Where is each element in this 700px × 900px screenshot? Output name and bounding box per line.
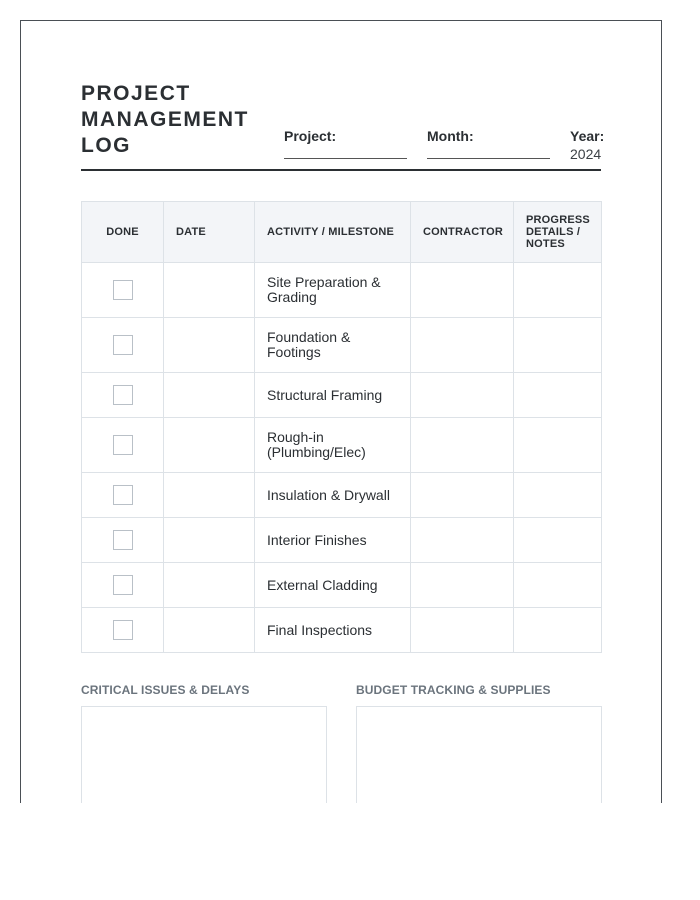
activity-cell: Site Preparation & Grading bbox=[255, 263, 411, 318]
activity-cell: Structural Framing bbox=[255, 373, 411, 418]
col-header-contractor: CONTRACTOR bbox=[411, 202, 514, 263]
table-row bbox=[82, 318, 602, 373]
contractor-cell[interactable] bbox=[411, 518, 514, 563]
issues-notes-box[interactable] bbox=[81, 706, 327, 803]
budget-section-title: BUDGET TRACKING & SUPPLIES bbox=[356, 683, 551, 697]
done-cell bbox=[82, 418, 164, 473]
year-field bbox=[570, 128, 604, 162]
done-checkbox[interactable] bbox=[113, 385, 133, 405]
notes-cell[interactable] bbox=[514, 373, 602, 418]
contractor-cell[interactable] bbox=[411, 418, 514, 473]
page-title bbox=[81, 81, 281, 159]
contractor-cell[interactable] bbox=[411, 373, 514, 418]
log-table bbox=[81, 201, 602, 653]
done-checkbox[interactable] bbox=[113, 530, 133, 550]
done-checkbox[interactable] bbox=[113, 620, 133, 640]
done-checkbox[interactable] bbox=[113, 575, 133, 595]
date-cell[interactable] bbox=[164, 418, 255, 473]
notes-cell[interactable] bbox=[514, 418, 602, 473]
log-sheet bbox=[20, 20, 662, 803]
contractor-cell[interactable] bbox=[411, 563, 514, 608]
date-cell[interactable] bbox=[164, 473, 255, 518]
project-blank-line[interactable] bbox=[284, 158, 407, 159]
notes-cell[interactable] bbox=[514, 318, 602, 373]
year-label: Year: bbox=[570, 128, 605, 144]
activity-cell: Insulation & Drywall bbox=[255, 473, 411, 518]
done-cell bbox=[82, 563, 164, 608]
col-header-progress: PROGRESS DETAILS / NOTES bbox=[514, 202, 602, 263]
col-header-activity: ACTIVITY / MILESTONE bbox=[255, 202, 411, 263]
done-checkbox[interactable] bbox=[113, 485, 133, 505]
table-row bbox=[82, 473, 602, 518]
date-cell[interactable] bbox=[164, 518, 255, 563]
month-label: Month: bbox=[427, 128, 474, 144]
year-value: 2024 bbox=[570, 146, 602, 162]
month-field[interactable] bbox=[427, 128, 474, 144]
project-label: Project: bbox=[284, 128, 337, 144]
table-row bbox=[82, 263, 602, 318]
activity-cell: External Cladding bbox=[255, 563, 411, 608]
date-cell[interactable] bbox=[164, 263, 255, 318]
title-line: PROJECT bbox=[81, 82, 191, 105]
budget-notes-box[interactable] bbox=[356, 706, 602, 803]
activity-cell: Foundation & Footings bbox=[255, 318, 411, 373]
contractor-cell[interactable] bbox=[411, 263, 514, 318]
col-header-done: DONE bbox=[82, 202, 164, 263]
title-line: LOG bbox=[81, 134, 131, 157]
title-line: MANAGEMENT bbox=[81, 108, 249, 131]
done-checkbox[interactable] bbox=[113, 280, 133, 300]
activity-cell: Interior Finishes bbox=[255, 518, 411, 563]
contractor-cell[interactable] bbox=[411, 473, 514, 518]
activity-cell: Rough-in (Plumbing/Elec) bbox=[255, 418, 411, 473]
table-row bbox=[82, 608, 602, 653]
issues-section-title: CRITICAL ISSUES & DELAYS bbox=[81, 683, 250, 697]
notes-cell[interactable] bbox=[514, 263, 602, 318]
done-checkbox[interactable] bbox=[113, 435, 133, 455]
done-checkbox[interactable] bbox=[113, 335, 133, 355]
contractor-cell[interactable] bbox=[411, 608, 514, 653]
table-row bbox=[82, 563, 602, 608]
project-field[interactable] bbox=[284, 128, 336, 144]
notes-cell[interactable] bbox=[514, 608, 602, 653]
notes-cell[interactable] bbox=[514, 518, 602, 563]
table-row bbox=[82, 518, 602, 563]
table-row bbox=[82, 418, 602, 473]
date-cell[interactable] bbox=[164, 563, 255, 608]
done-cell bbox=[82, 318, 164, 373]
notes-cell[interactable] bbox=[514, 473, 602, 518]
done-cell bbox=[82, 373, 164, 418]
month-blank-line[interactable] bbox=[427, 158, 550, 159]
table-row bbox=[82, 373, 602, 418]
done-cell bbox=[82, 608, 164, 653]
header-divider bbox=[81, 169, 601, 171]
date-cell[interactable] bbox=[164, 318, 255, 373]
table-header-row bbox=[82, 202, 602, 263]
col-header-date: DATE bbox=[164, 202, 255, 263]
date-cell[interactable] bbox=[164, 373, 255, 418]
notes-cell[interactable] bbox=[514, 563, 602, 608]
done-cell bbox=[82, 518, 164, 563]
done-cell bbox=[82, 263, 164, 318]
done-cell bbox=[82, 473, 164, 518]
activity-cell: Final Inspections bbox=[255, 608, 411, 653]
contractor-cell[interactable] bbox=[411, 318, 514, 373]
date-cell[interactable] bbox=[164, 608, 255, 653]
